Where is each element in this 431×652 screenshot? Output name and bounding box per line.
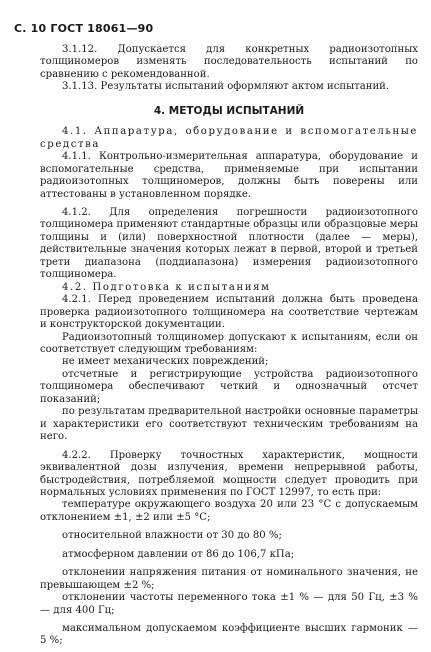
condition-frequency: отклонении частоты переменного тока ±1 % — для 50 Гц, ±3 % — для 400 Гц; bbox=[40, 592, 418, 616]
paragraph-3-1-13: 3.1.13. Результаты испытаний оформляют актом испытаний. bbox=[62, 81, 390, 93]
paragraph-4-1-2: 4.1.2. Для определения погрешности радиоизотопного толщиномера применяют стандартные образцы или образцовые меры толщины и (или) поверхностной плотности (далее — меры), действительные значения которых лежат в первой, второй и третьей трети диапазона (поддиапазона) измерения радиоизотопного толщиномера. bbox=[40, 206, 418, 281]
condition-temperature: температуре окружающего воздуха 20 или 23 °С с допускаемым отклонением ±1, ±2 или ±5 °С; bbox=[40, 499, 418, 523]
paragraph-4-2-2: 4.2.2. Проверку точностных характеристик, мощности эквивалентной дозы излучения, времени непрерывной работы, быстродействия, потребляемой мощности следует проводить при нормальных условиях применения по ГОСТ 12997, то есть при: bbox=[40, 449, 418, 498]
list-item-readout: отсчетные и регистрирующие устройства радиоизотопного толщиномера обеспечивают четкий и однозначный отсчет показаний; bbox=[40, 368, 418, 405]
condition-humidity: относительной влажности от 30 до 80 %; bbox=[62, 530, 282, 542]
condition-pressure: атмосферном давлении от 86 до 106,7 кПа; bbox=[62, 548, 295, 560]
subsection-heading-4-1: 4.1. Аппаратура, оборудование и вспомогательные средства bbox=[40, 126, 418, 150]
paragraph-3-1-12: 3.1.12. Допускается для конкретных радиоизотопных толщиномеров изменять последовательность испытаний по сравнению с рекомендованной. bbox=[40, 44, 418, 80]
condition-voltage: отклонении напряжения питания от номинального значения, не превышающем ±2 %; bbox=[40, 567, 418, 591]
subsection-heading-4-2: 4.2. Подготовка к испытаниям bbox=[62, 281, 271, 293]
paragraph-4-1-1: 4.1.1. Контрольно-измерительная аппаратура, оборудование и вспомогательные средства, применяемые при испытании радиоизотопных толщиномеров, должны быть поверены или аттестованы в установленном порядке. bbox=[40, 151, 418, 200]
condition-harmonics: максимальном допускаемом коэффициенте высших гармоник — 5 %; bbox=[40, 623, 418, 647]
paragraph-admission: Радиоизотопный толщиномер допускают к испытаниям, если он соответствует следующим требованиям: bbox=[40, 331, 418, 355]
page-header: С. 10 ГОСТ 18061—90 bbox=[14, 22, 154, 35]
paragraph-4-2-1: 4.2.1. Перед проведением испытаний должна быть проведена проверка радиоизотопного толщиномера на соответствие чертежам и конструкторской документации. bbox=[40, 294, 418, 331]
document-body bbox=[40, 44, 418, 648]
list-item-no-damage: не имеет механических повреждений; bbox=[62, 356, 269, 368]
section-title: 4. МЕТОДЫ ИСПЫТАНИЙ bbox=[153, 104, 305, 117]
list-item-tuning: по результатам предварительной настройки основные параметры и характеристики его соответствуют техническим требованиям на него. bbox=[40, 406, 418, 443]
